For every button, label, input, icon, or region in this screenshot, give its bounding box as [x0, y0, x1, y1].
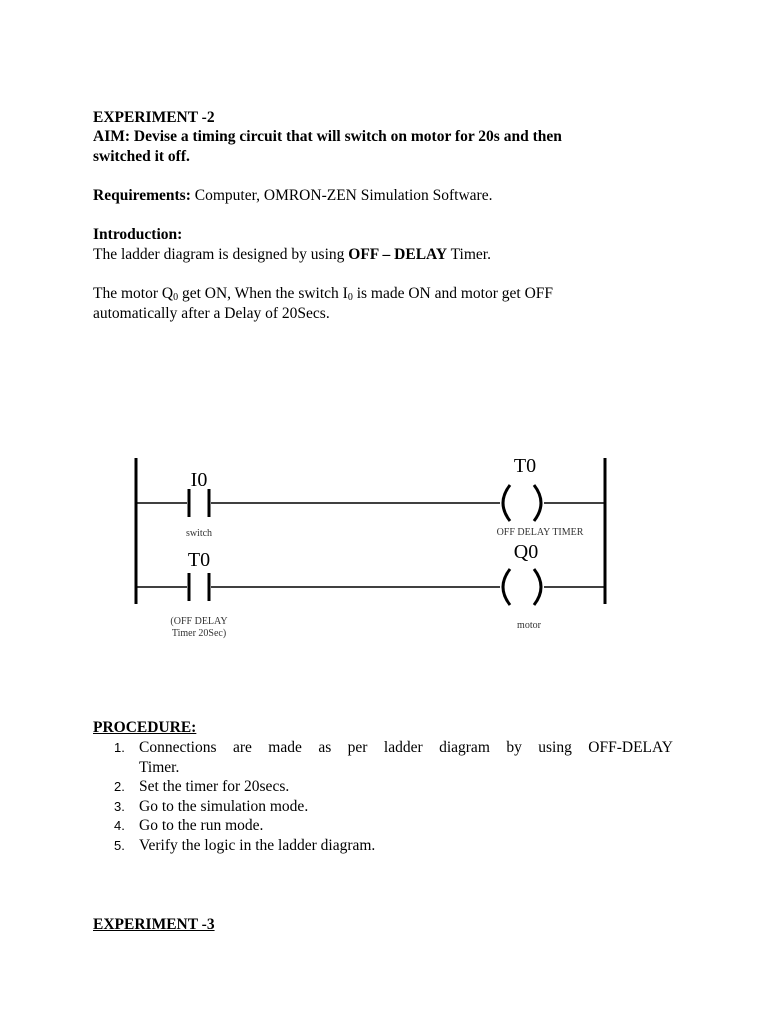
step-number: 4. — [114, 818, 125, 833]
coil-t0-left-arc — [503, 485, 510, 521]
rung-2 — [136, 541, 605, 639]
intro-line-1a: The ladder diagram is designed by using — [93, 246, 349, 263]
step-text: Connections are made as per ladder diagram by using OFF-DELAY — [139, 739, 673, 756]
procedure-steps — [93, 738, 673, 855]
step-text: Set the timer for 20secs. — [139, 778, 290, 795]
intro-p2c: is made ON and motor get OFF — [352, 285, 554, 302]
contact-i0-caption: switch — [185, 528, 213, 539]
intro-para-2-line-2: automatically after a Delay of 20Secs. — [93, 305, 330, 322]
i0-subscript: 0 — [347, 292, 353, 303]
contact-t0-caption-2: Timer 20Sec) — [171, 628, 227, 639]
contact-i0-label: I0 — [190, 469, 208, 491]
step-text: Verify the logic in the ladder diagram. — [139, 836, 376, 854]
step-text-cont: Timer. — [139, 758, 180, 776]
step-number: 2. — [114, 779, 125, 794]
contact-t0-caption-1: (OFF DELAY — [170, 616, 228, 627]
coil-t0-right-arc — [534, 485, 541, 521]
intro-line-1b: Timer. — [447, 246, 491, 263]
intro-off-delay: OFF – DELAY — [348, 246, 448, 263]
step-number: 5. — [114, 837, 125, 853]
procedure-step — [93, 738, 673, 777]
intro-p2b: get ON, When the switch I — [178, 285, 348, 302]
aim-text-1: Devise a timing circuit that will switch on motor for 20s and then — [130, 128, 562, 145]
requirements-label: Requirements: — [93, 187, 191, 204]
coil-t0-caption: OFF DELAY TIMER — [496, 527, 584, 538]
coil-t0-label: T0 — [513, 455, 537, 477]
experiment-3-heading: EXPERIMENT -3 — [93, 916, 215, 933]
step-text: Go to the simulation mode. — [139, 797, 309, 815]
procedure-step — [93, 797, 673, 817]
procedure-step — [93, 816, 673, 836]
contact-t0-label: T0 — [187, 549, 211, 571]
introduction-heading: Introduction: — [93, 226, 183, 243]
step-number: 3. — [114, 798, 125, 814]
rung-1 — [136, 455, 605, 539]
procedure-heading: PROCEDURE: — [93, 719, 197, 736]
coil-q0-left-arc — [503, 569, 510, 605]
step-text: Go to the run mode. — [139, 817, 264, 834]
q0-subscript: 0 — [173, 292, 179, 303]
requirements-text: Computer, OMRON-ZEN Simulation Software. — [190, 187, 493, 204]
coil-q0-right-arc — [534, 569, 541, 605]
coil-q0-caption: motor — [517, 620, 541, 631]
experiment-2-heading: EXPERIMENT -2 — [93, 109, 215, 126]
procedure-step — [93, 836, 673, 856]
intro-p2a: The motor Q — [93, 285, 174, 302]
coil-q0-label: Q0 — [513, 541, 539, 563]
procedure-step — [93, 777, 673, 797]
aim-label: AIM: — [93, 128, 131, 145]
step-number: 1. — [114, 740, 125, 755]
aim-line-2: switched it off. — [93, 148, 190, 165]
